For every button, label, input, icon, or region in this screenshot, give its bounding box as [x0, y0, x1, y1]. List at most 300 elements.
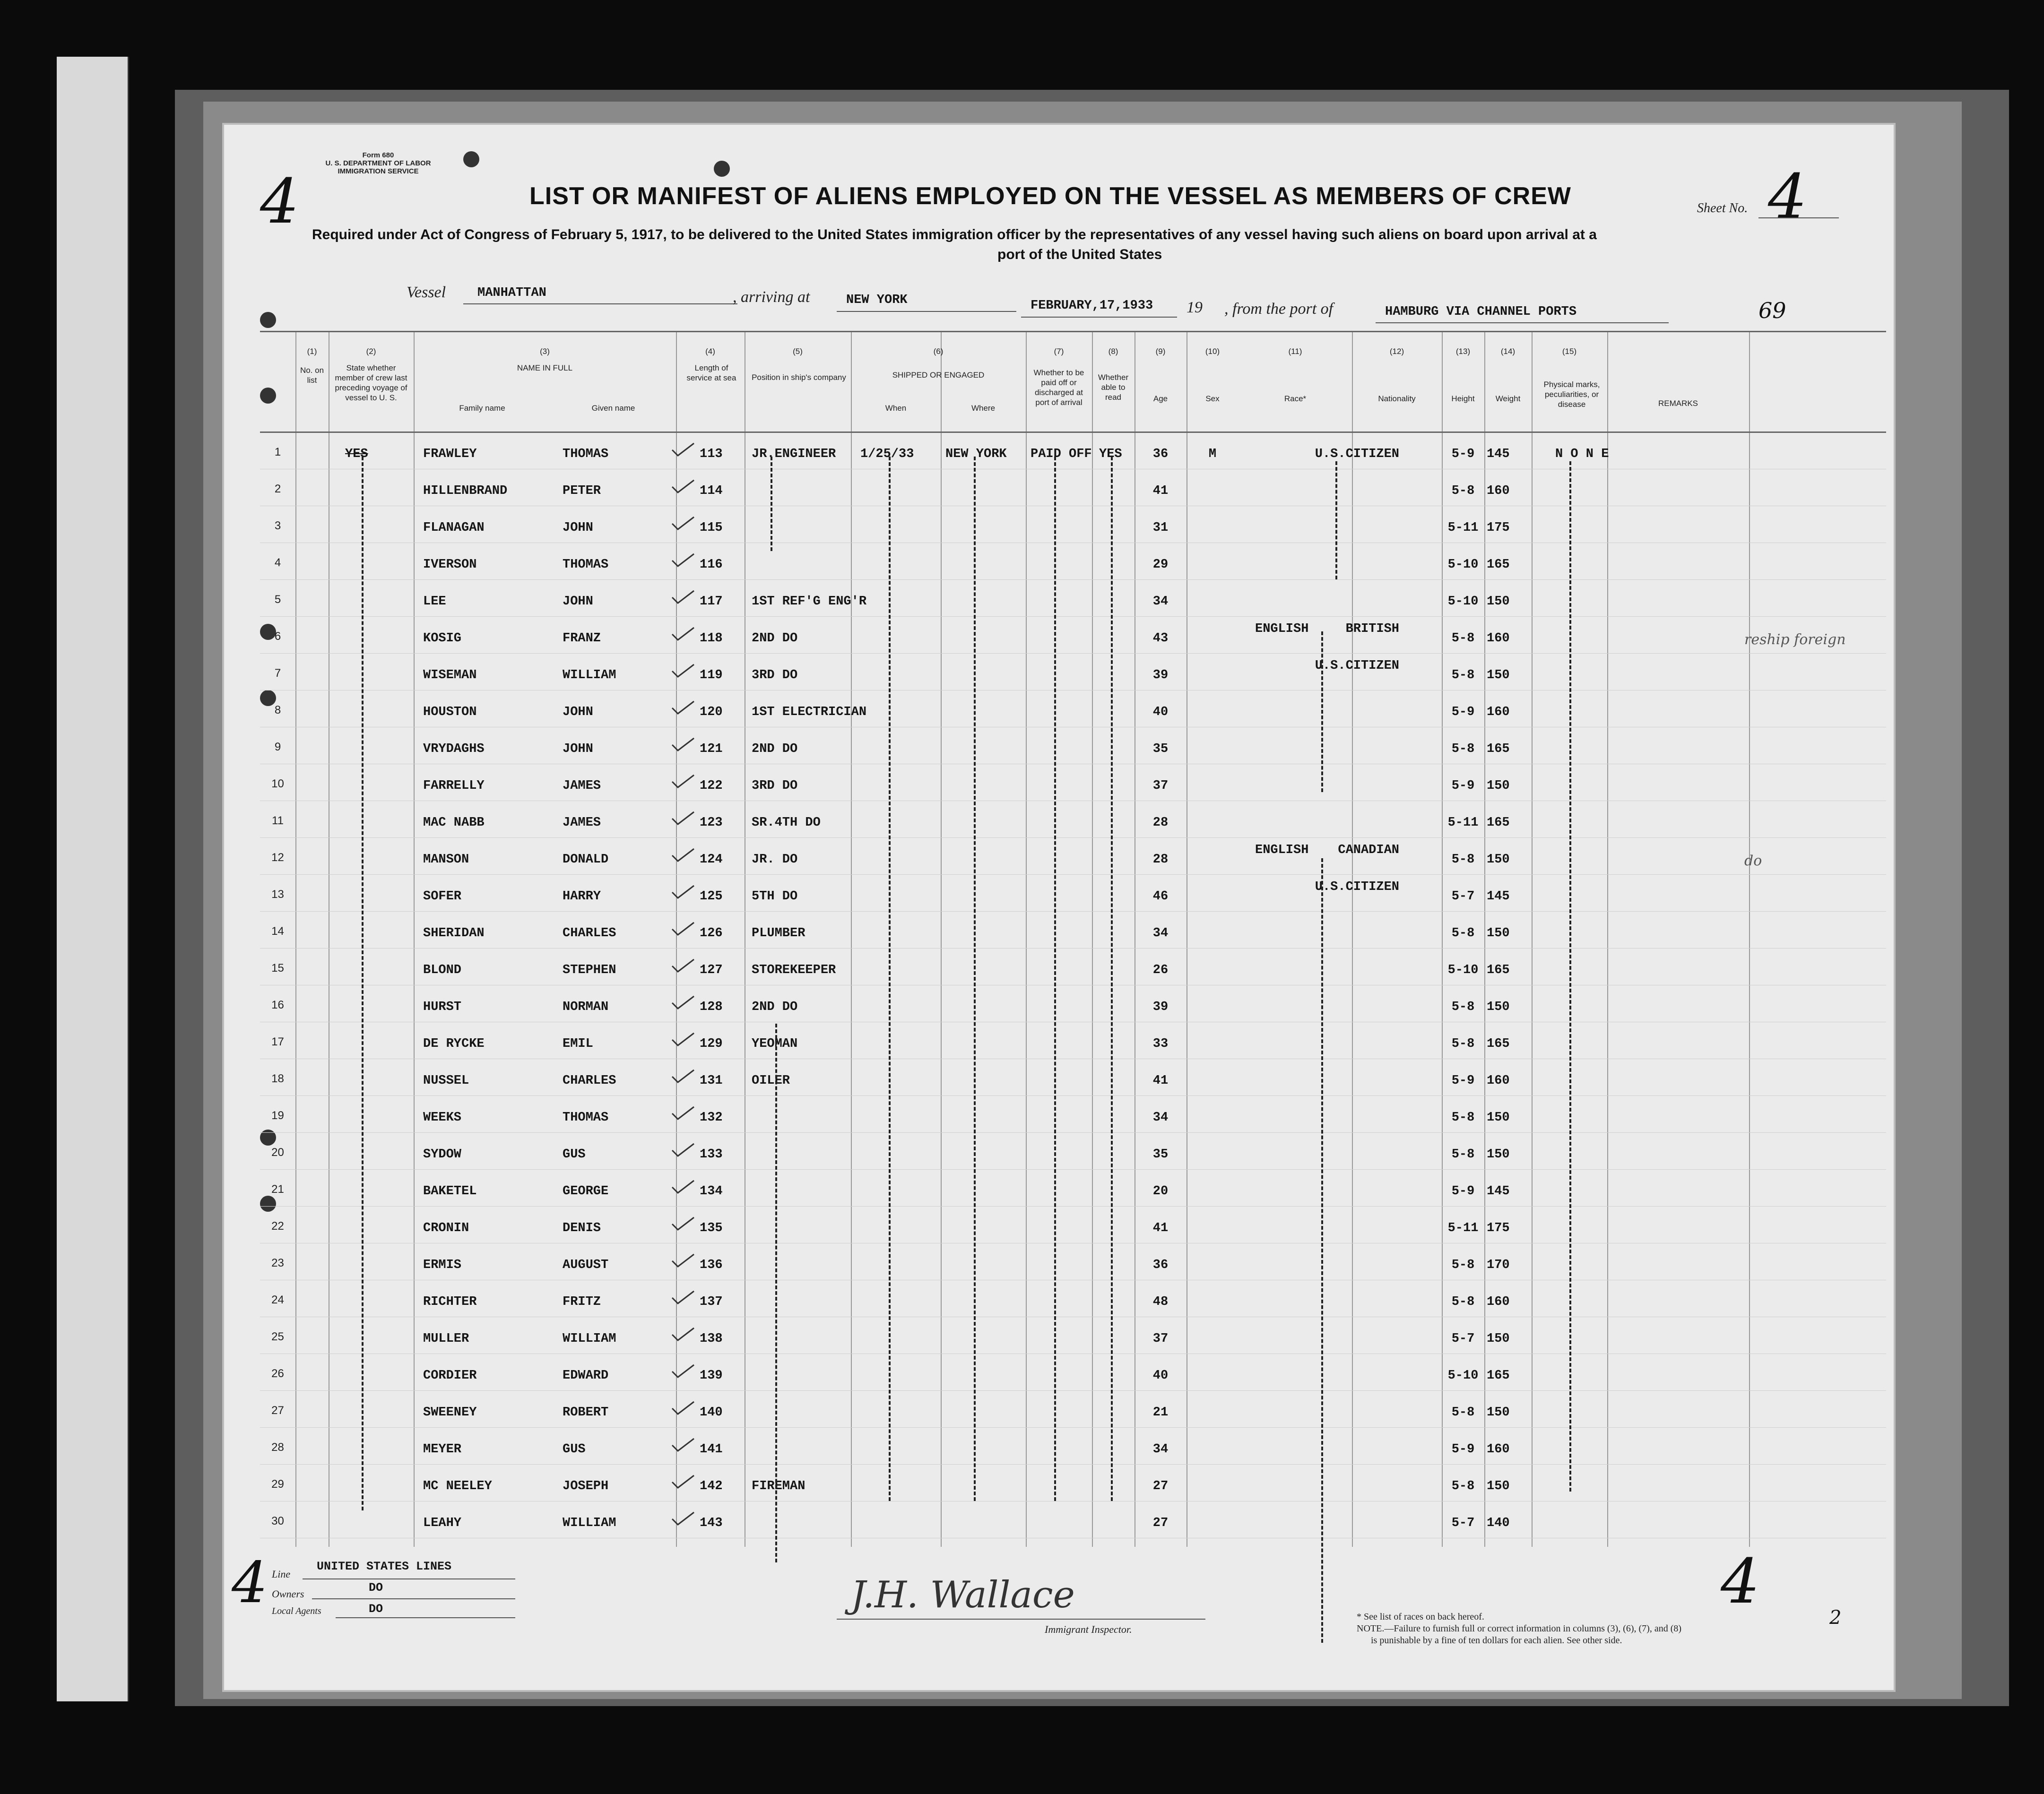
col2-header: State whether member of crew last preceding voyage of vessel to U. S. — [335, 363, 407, 402]
cell-height: 5-10 — [1447, 558, 1479, 572]
cell-given: GUS — [563, 1147, 586, 1162]
cell-nat: CANADIAN — [1338, 843, 1399, 857]
cell-family: VRYDAGHS — [423, 742, 485, 756]
check-mark — [671, 627, 695, 641]
check-mark — [671, 1069, 695, 1083]
cell-service: 142 — [700, 1479, 723, 1493]
cell-weight: 150 — [1487, 1479, 1510, 1493]
cell-given: DENIS — [563, 1221, 601, 1235]
check-mark — [671, 700, 695, 715]
cell-service: 138 — [700, 1332, 723, 1346]
sheet-number-underline — [1758, 217, 1839, 218]
cell-sex: M — [1208, 447, 1217, 461]
cell-when: 1/25/33 — [860, 447, 914, 461]
cell-given: THOMAS — [563, 1111, 609, 1125]
manifest-title: LIST OR MANIFEST OF ALIENS EMPLOYED ON THE VESSEL AS MEMBERS OF CREW — [529, 182, 1571, 210]
cell-height: 5-7 — [1451, 889, 1475, 904]
cell-age: 21 — [1152, 1406, 1169, 1420]
col5-num: (5) — [793, 347, 803, 356]
row-rule — [260, 579, 1886, 580]
cell-family: MAC NABB — [423, 816, 485, 830]
cell-family: RICHTER — [423, 1295, 477, 1309]
col8-header: Whether able to read — [1098, 373, 1129, 402]
cell-weight: 160 — [1487, 484, 1510, 498]
cell-paid: PAID OFF — [1031, 447, 1092, 461]
cell-given: GUS — [563, 1442, 586, 1457]
year-label: 19 — [1187, 299, 1203, 316]
check-mark — [671, 553, 695, 567]
cell-remarks: reship foreign — [1744, 631, 1846, 648]
hand-mark-top-left: 4 — [260, 165, 299, 237]
arriving-underline — [837, 311, 1016, 312]
cell-height: 5-11 — [1447, 816, 1479, 830]
punch-hole — [260, 312, 276, 328]
cell-where: NEW YORK — [945, 447, 1007, 461]
cell-given: EMIL — [563, 1037, 593, 1051]
cell-age: 37 — [1152, 779, 1169, 793]
col7-num: (7) — [1054, 347, 1064, 356]
row-rule — [260, 874, 1886, 875]
check-mark — [671, 995, 695, 1009]
ditto-mark — [1569, 461, 1571, 1492]
col6-num: (6) — [933, 347, 944, 356]
cell-given: JAMES — [563, 779, 601, 793]
owners-value: DO — [369, 1581, 383, 1595]
cell-family: LEAHY — [423, 1516, 462, 1530]
sheet-number: 4 — [1768, 161, 1807, 233]
cell-service: 120 — [700, 705, 723, 719]
ditto-mark — [771, 457, 772, 551]
ditto-mark — [1054, 457, 1056, 1501]
col6-header: SHIPPED OR ENGAGED — [892, 371, 985, 380]
cell-weight: 150 — [1487, 926, 1510, 940]
cell-height: 5-11 — [1447, 521, 1479, 535]
ditto-mark — [1321, 858, 1323, 1643]
row-rule — [260, 1390, 1886, 1391]
cell-height: 5-7 — [1451, 1332, 1475, 1346]
cell-given: WILLIAM — [563, 1332, 616, 1346]
cell-weight: 150 — [1487, 1147, 1510, 1162]
cell-no: 2 — [274, 483, 281, 495]
cell-given: DONALD — [563, 853, 609, 867]
col14-header: Weight — [1495, 394, 1521, 403]
cell-given: THOMAS — [563, 558, 609, 572]
cell-position: 5TH DO — [752, 889, 798, 904]
arriving-label: , arriving at — [733, 288, 810, 306]
cell-height: 5-8 — [1451, 484, 1475, 498]
inspector-underline — [837, 1619, 1205, 1620]
cell-weight: 165 — [1487, 1369, 1510, 1383]
cell-marks: N O N E — [1555, 447, 1609, 461]
cell-height: 5-8 — [1451, 853, 1475, 867]
check-mark — [671, 442, 695, 457]
cell-family: SOFER — [423, 889, 462, 904]
cell-weight: 145 — [1487, 1184, 1510, 1199]
col10-header: Sex — [1205, 394, 1220, 403]
cell-service: 121 — [700, 742, 723, 756]
cell-service: 113 — [700, 447, 723, 461]
cell-weight: 150 — [1487, 668, 1510, 682]
cell-service: 139 — [700, 1369, 723, 1383]
cell-height: 5-8 — [1451, 1479, 1475, 1493]
cell-read: YES — [1099, 447, 1122, 461]
manifest-subtitle-line1: Required under Act of Congress of February 5, 1917, to be delivered to the United States immigration officer by the representatives of any vessel having such aliens on board upon arrival at a — [312, 227, 1597, 242]
cell-no: 17 — [271, 1035, 284, 1048]
cell-age: 46 — [1152, 889, 1169, 904]
cell-position: JR. DO — [752, 853, 798, 867]
cell-race: ENGLISH — [1255, 622, 1309, 636]
cell-weight: 165 — [1487, 816, 1510, 830]
col3-num: (3) — [540, 347, 550, 356]
cell-age: 35 — [1152, 1147, 1169, 1162]
hand-mark-bottom-left: 4 — [232, 1550, 268, 1616]
row-rule — [260, 1095, 1886, 1096]
cell-service: 128 — [700, 1000, 723, 1014]
cell-height: 5-8 — [1451, 631, 1475, 646]
form-service: IMMIGRATION SERVICE — [338, 167, 419, 175]
col3b-header: Given name — [591, 404, 635, 413]
cell-weight: 150 — [1487, 1332, 1510, 1346]
col1-header-text: No. on list — [300, 366, 324, 385]
cell-no: 10 — [271, 777, 284, 790]
cell-no: 3 — [274, 519, 281, 532]
row-rule — [260, 948, 1886, 949]
cell-given: JOSEPH — [563, 1479, 609, 1493]
cell-weight: 145 — [1487, 889, 1510, 904]
line-underline — [303, 1578, 515, 1579]
cell-weight: 140 — [1487, 1516, 1510, 1530]
row-rule — [260, 1206, 1886, 1207]
vessel-name: MANHATTAN — [477, 286, 546, 300]
cell-age: 39 — [1152, 668, 1169, 682]
cell-weight: 165 — [1487, 742, 1510, 756]
check-mark — [671, 1106, 695, 1120]
date-underline — [1021, 317, 1177, 318]
cell-no: 14 — [271, 925, 284, 938]
cell-age: 33 — [1152, 1037, 1169, 1051]
check-mark — [671, 922, 695, 936]
cell-age: 41 — [1152, 484, 1169, 498]
cell-nat: BRITISH — [1345, 622, 1399, 636]
cell-position: OILER — [752, 1074, 790, 1088]
row-rule — [260, 1132, 1886, 1133]
cell-service: 116 — [700, 558, 723, 572]
cell-no: 21 — [271, 1183, 284, 1196]
cell-family: MULLER — [423, 1332, 469, 1346]
cell-no: 24 — [271, 1294, 284, 1306]
col6a-header: When — [885, 404, 907, 413]
cell-no: 16 — [271, 999, 284, 1011]
footnote-3: is punishable by a fine of ten dollars for each alien. See other side. — [1371, 1635, 1622, 1646]
cell-no: 12 — [271, 851, 284, 864]
cell-nat: U.S.CITIZEN — [1315, 659, 1399, 673]
cell-service: 141 — [700, 1442, 723, 1457]
cell-height: 5-8 — [1451, 1111, 1475, 1125]
cell-height: 5-8 — [1451, 926, 1475, 940]
cell-no: 30 — [271, 1515, 284, 1527]
check-mark — [671, 848, 695, 862]
inspector-signature: J.H. Wallace — [851, 1574, 1075, 1616]
cell-given: THOMAS — [563, 447, 609, 461]
col7-header: Whether to be paid off or discharged at port of arrival — [1033, 368, 1084, 407]
check-mark — [671, 1290, 695, 1304]
vessel-label: Vessel — [407, 284, 446, 301]
col1-header — [295, 365, 329, 385]
cell-given: HARRY — [563, 889, 601, 904]
cell-service: 125 — [700, 889, 723, 904]
cell-family: MEYER — [423, 1442, 462, 1457]
agents-label: Local Agents — [272, 1606, 321, 1616]
cell-age: 34 — [1152, 926, 1169, 940]
cell-family: MANSON — [423, 853, 469, 867]
cell-position: 2ND DO — [752, 742, 798, 756]
cell-weight: 150 — [1487, 853, 1510, 867]
cell-age: 27 — [1152, 1516, 1169, 1530]
form-number-block — [307, 151, 449, 175]
cell-service: 133 — [700, 1147, 723, 1162]
cell-service: 127 — [700, 963, 723, 977]
from-port-underline — [1376, 322, 1669, 323]
col11-header: Race* — [1284, 394, 1307, 403]
cell-weight: 145 — [1487, 447, 1510, 461]
cell-service: 129 — [700, 1037, 723, 1051]
cell-weight: 150 — [1487, 1111, 1510, 1125]
cell-age: 31 — [1152, 521, 1169, 535]
col15-num: (15) — [1562, 347, 1577, 356]
cell-weight: 165 — [1487, 963, 1510, 977]
cell-no: 13 — [271, 888, 284, 901]
line-label: Line — [272, 1568, 291, 1580]
cell-given: STEPHEN — [563, 963, 616, 977]
cell-age: 29 — [1152, 558, 1169, 572]
col3a-header: Family name — [459, 404, 505, 413]
cell-height: 5-10 — [1447, 963, 1479, 977]
small-mark: 2 — [1829, 1607, 1842, 1629]
check-mark — [671, 1327, 695, 1341]
inspector-label: Immigrant Inspector. — [1045, 1623, 1132, 1635]
cell-service: 140 — [700, 1406, 723, 1420]
cell-no: 25 — [271, 1330, 284, 1343]
cell-height: 5-9 — [1451, 447, 1475, 461]
cell-age: 26 — [1152, 963, 1169, 977]
cell-given: ROBERT — [563, 1406, 609, 1420]
cell-no: 27 — [271, 1404, 284, 1417]
cell-given: WILLIAM — [563, 1516, 616, 1530]
check-mark — [671, 516, 695, 530]
cell-weight: 175 — [1487, 521, 1510, 535]
check-mark — [671, 737, 695, 751]
ditto-mark — [974, 457, 976, 1501]
cell-position: 1ST REF'G ENG'R — [752, 595, 867, 609]
cell-no: 22 — [271, 1220, 284, 1233]
cell-height: 5-8 — [1451, 1258, 1475, 1272]
cell-service: 124 — [700, 853, 723, 867]
cell-weight: 150 — [1487, 779, 1510, 793]
cell-family: SHERIDAN — [423, 926, 485, 940]
col16-header: REMARKS — [1658, 399, 1698, 408]
ditto-mark — [1335, 461, 1337, 579]
cell-service: 134 — [700, 1184, 723, 1199]
cell-height: 5-8 — [1451, 742, 1475, 756]
col8-num: (8) — [1108, 347, 1118, 356]
check-mark — [671, 885, 695, 899]
cell-height: 5-8 — [1451, 1037, 1475, 1051]
row-rule — [260, 911, 1886, 912]
cell-service: 135 — [700, 1221, 723, 1235]
col6b-header: Where — [971, 404, 996, 413]
check-mark — [671, 1364, 695, 1378]
page-mark: 69 — [1758, 298, 1786, 323]
from-port: HAMBURG VIA CHANNEL PORTS — [1385, 305, 1577, 319]
cell-age: 35 — [1152, 742, 1169, 756]
cell-weight: 150 — [1487, 595, 1510, 609]
cell-age: 40 — [1152, 1369, 1169, 1383]
col15-header: Physical marks, peculiarities, or disease — [1543, 380, 1600, 409]
punch-hole — [714, 161, 730, 177]
cell-service: 122 — [700, 779, 723, 793]
cell-age: 39 — [1152, 1000, 1169, 1014]
cell-position: PLUMBER — [752, 926, 805, 940]
cell-service: 132 — [700, 1111, 723, 1125]
agents-value: DO — [369, 1602, 383, 1616]
cell-position: 1ST ELECTRICIAN — [752, 705, 867, 719]
cell-age: 34 — [1152, 1442, 1169, 1457]
cell-age: 28 — [1152, 853, 1169, 867]
cell-position: YEOMAN — [752, 1037, 798, 1051]
cell-height: 5-9 — [1451, 1442, 1475, 1457]
col11-num: (11) — [1288, 347, 1302, 356]
cell-position: JR.ENGINEER — [752, 447, 836, 461]
cell-given: JOHN — [563, 595, 593, 609]
check-mark — [671, 1032, 695, 1046]
cell-family: NUSSEL — [423, 1074, 469, 1088]
cell-age: 43 — [1152, 631, 1169, 646]
cell-service: 118 — [700, 631, 723, 646]
check-mark — [671, 590, 695, 604]
cell-no: 20 — [271, 1146, 284, 1159]
cell-given: AUGUST — [563, 1258, 609, 1272]
cell-position: 3RD DO — [752, 779, 798, 793]
cell-weight: 160 — [1487, 1295, 1510, 1309]
check-mark — [671, 1401, 695, 1415]
check-mark — [671, 1253, 695, 1268]
row-rule — [260, 653, 1886, 654]
cell-given: JOHN — [563, 521, 593, 535]
cell-height: 5-10 — [1447, 1369, 1479, 1383]
cell-age: 36 — [1152, 447, 1169, 461]
col1-num: (1) — [307, 347, 317, 356]
cell-given: GEORGE — [563, 1184, 609, 1199]
cell-family: LEE — [423, 595, 446, 609]
cell-nat: U.S.CITIZEN — [1315, 447, 1399, 461]
cell-height: 5-9 — [1451, 1074, 1475, 1088]
cell-height: 5-7 — [1451, 1516, 1475, 1530]
cell-no: 9 — [274, 741, 281, 753]
check-mark — [671, 811, 695, 825]
cell-no: 5 — [274, 593, 281, 606]
cell-no: 26 — [271, 1367, 284, 1380]
sheet-number-label: Sheet No. — [1697, 201, 1748, 216]
cell-height: 5-10 — [1447, 595, 1479, 609]
cell-weight: 165 — [1487, 558, 1510, 572]
cell-no: 6 — [274, 630, 281, 643]
cell-family: MC NEELEY — [423, 1479, 492, 1493]
cell-family: CRONIN — [423, 1221, 469, 1235]
cell-age: 48 — [1152, 1295, 1169, 1309]
col3-header: NAME IN FULL — [517, 363, 573, 372]
cell-age: 37 — [1152, 1332, 1169, 1346]
cell-given: FRITZ — [563, 1295, 601, 1309]
cell-age: 34 — [1152, 1111, 1169, 1125]
cell-height: 5-8 — [1451, 1406, 1475, 1420]
check-mark — [671, 1216, 695, 1231]
col4-header: Length of service at sea — [686, 363, 736, 382]
cell-service: 137 — [700, 1295, 723, 1309]
check-mark — [671, 1143, 695, 1157]
cell-age: 27 — [1152, 1479, 1169, 1493]
cell-family: HURST — [423, 1000, 462, 1014]
cell-height: 5-9 — [1451, 705, 1475, 719]
cell-weight: 160 — [1487, 1074, 1510, 1088]
manifest-subtitle-line2: port of the United States — [997, 247, 1162, 262]
cell-family: IVERSON — [423, 558, 477, 572]
cell-weight: 150 — [1487, 1000, 1510, 1014]
cell-no: 19 — [271, 1109, 284, 1122]
cell-position: 2ND DO — [752, 1000, 798, 1014]
col9-num: (9) — [1155, 347, 1166, 356]
cell-age: 34 — [1152, 595, 1169, 609]
cell-family: CORDIER — [423, 1369, 477, 1383]
cell-height: 5-8 — [1451, 1295, 1475, 1309]
check-mark — [671, 1438, 695, 1452]
hand-mark-bottom-right: 4 — [1721, 1545, 1760, 1617]
cell-family: WEEKS — [423, 1111, 462, 1125]
owners-underline — [312, 1598, 515, 1599]
cell-weight: 160 — [1487, 631, 1510, 646]
cell-given: PETER — [563, 484, 601, 498]
cell-weight: 160 — [1487, 1442, 1510, 1457]
cell-family: BAKETEL — [423, 1184, 477, 1199]
cell-position: 2ND DO — [752, 631, 798, 646]
cell-no: 28 — [271, 1441, 284, 1454]
cell-given: FRANZ — [563, 631, 601, 646]
ditto-mark — [1321, 631, 1323, 792]
check-mark — [671, 774, 695, 788]
cell-family: SYDOW — [423, 1147, 462, 1162]
ditto-mark — [362, 457, 364, 1510]
cell-no: 7 — [274, 667, 281, 680]
col5-header: Position in ship's company — [752, 373, 846, 382]
cell-weight: 175 — [1487, 1221, 1510, 1235]
cell-family: ERMIS — [423, 1258, 462, 1272]
agents-underline — [336, 1617, 515, 1618]
cell-given: JOHN — [563, 705, 593, 719]
cell-height: 5-8 — [1451, 1147, 1475, 1162]
cell-position: FIREMAN — [752, 1479, 805, 1493]
cell-family: WISEMAN — [423, 668, 477, 682]
col13-header: Height — [1451, 394, 1475, 403]
table-body — [260, 433, 1886, 1548]
cell-service: 115 — [700, 521, 723, 535]
cell-race: ENGLISH — [1255, 843, 1309, 857]
cell-service: 114 — [700, 484, 723, 498]
manifest-sheet — [222, 123, 1896, 1692]
cell-given: CHARLES — [563, 926, 616, 940]
col2-num: (2) — [366, 347, 376, 356]
cell-no: 29 — [271, 1478, 284, 1491]
cell-prev: YES — [345, 447, 368, 461]
cell-age: 20 — [1152, 1184, 1169, 1199]
